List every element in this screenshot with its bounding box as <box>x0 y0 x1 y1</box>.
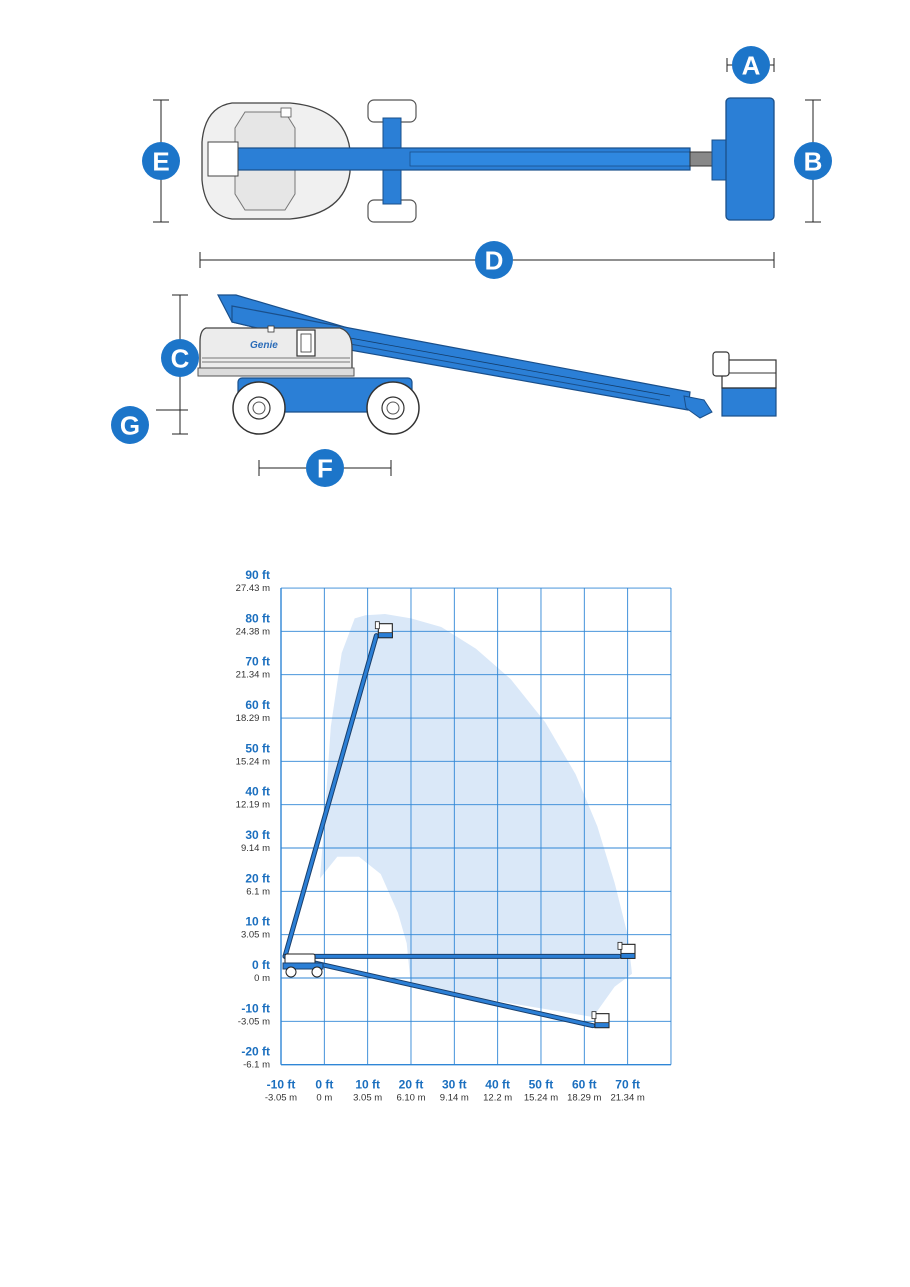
svg-text:G: G <box>119 410 141 441</box>
x-tick-label-ft: 0 ft <box>315 1077 334 1092</box>
working-range-chart <box>236 568 671 1104</box>
x-tick-label-m: 12.2 m <box>483 1092 513 1104</box>
x-tick-label-ft: 50 ft <box>528 1077 554 1092</box>
side-platform-basket <box>722 388 776 416</box>
svg-text:D: D <box>484 245 504 276</box>
x-tick-label-m: 0 m <box>316 1092 333 1104</box>
top-platform <box>726 98 774 220</box>
y-tick-label-ft: -10 ft <box>241 1001 270 1016</box>
side-jib <box>684 396 712 418</box>
x-tick-label-m: 21.34 m <box>610 1092 645 1104</box>
y-tick-label-ft: 20 ft <box>245 871 270 886</box>
y-tick-label-m: 0 m <box>254 973 270 984</box>
y-tick-label-m: 15.24 m <box>235 756 270 768</box>
side-wheel <box>233 382 285 434</box>
dimension-badge-d <box>475 241 513 279</box>
dimension-badge-e <box>142 142 180 180</box>
top-hatch <box>281 108 291 117</box>
svg-text:F: F <box>317 453 333 484</box>
y-tick-label-m: -6.1 m <box>243 1059 270 1071</box>
svg-text:A: A <box>741 50 761 81</box>
x-tick-label-ft: 20 ft <box>398 1077 424 1092</box>
x-tick-label-m: 15.24 m <box>523 1092 559 1104</box>
platform-horizontal <box>618 942 635 958</box>
y-tick-label-m: 3.05 m <box>240 929 270 941</box>
y-tick-label-ft: 90 ft <box>245 568 270 583</box>
platform-controls <box>375 622 379 629</box>
platform-floor <box>621 953 635 958</box>
x-tick-label-ft: 70 ft <box>615 1077 640 1092</box>
x-tick-label-m: 9.14 m <box>439 1092 469 1104</box>
side-wheel <box>367 382 419 434</box>
top-boom-tail <box>208 142 238 176</box>
platform-floor <box>378 633 392 638</box>
x-tick-label-m: 6.10 m <box>396 1092 426 1104</box>
x-tick-label-m: -3.05 m <box>264 1092 298 1104</box>
platform-max-height <box>375 622 392 638</box>
y-tick-label-ft: -20 ft <box>241 1044 270 1059</box>
y-tick-label-ft: 60 ft <box>245 698 270 713</box>
platform-controls <box>592 1012 596 1019</box>
y-tick-label-m: 9.14 m <box>240 843 270 855</box>
x-tick-label-m: 18.29 m <box>567 1092 602 1104</box>
dimension-badge-c <box>161 339 199 377</box>
svg-text:C: C <box>170 343 190 374</box>
y-tick-label-m: 21.34 m <box>235 669 270 681</box>
brand-logo-text: Genie <box>250 340 278 351</box>
x-tick-label-m: 3.05 m <box>353 1092 383 1104</box>
y-tick-label-ft: 80 ft <box>245 611 270 626</box>
top-boom-stage <box>410 152 690 166</box>
y-tick-label-m: 12.19 m <box>235 799 270 811</box>
platform-controls <box>618 942 622 949</box>
x-tick-label-ft: 30 ft <box>441 1077 467 1092</box>
side-control-box <box>713 352 729 376</box>
y-tick-label-ft: 40 ft <box>245 784 270 799</box>
y-tick-label-m: -3.05 m <box>237 1016 270 1028</box>
side-platform-rail <box>722 360 776 388</box>
machine-wheel <box>312 967 322 977</box>
svg-text:E: E <box>152 146 170 177</box>
y-tick-label-m: 18.29 m <box>235 713 270 725</box>
top-view <box>202 98 774 222</box>
top-jib <box>690 152 712 166</box>
y-tick-label-m: 27.43 m <box>235 583 270 595</box>
y-tick-label-ft: 30 ft <box>245 828 270 843</box>
platform-floor <box>595 1023 609 1028</box>
x-tick-label-ft: 60 ft <box>571 1077 597 1092</box>
side-counterweight-base <box>198 368 354 376</box>
dimension-badge-b <box>794 142 832 180</box>
dimension-badge-a <box>732 46 770 84</box>
y-tick-label-ft: 10 ft <box>245 914 270 929</box>
y-tick-label-ft: 70 ft <box>245 654 270 669</box>
dimension-badge-g <box>111 406 149 444</box>
svg-text:B: B <box>803 146 823 177</box>
y-tick-label-m: 6.1 m <box>246 886 270 898</box>
x-tick-label-ft: 10 ft <box>355 1077 381 1092</box>
y-tick-label-m: 24.38 m <box>235 626 270 638</box>
x-tick-label-ft: 40 ft <box>485 1077 510 1092</box>
dimension-badge-f <box>306 449 344 487</box>
side-view <box>198 295 776 434</box>
y-tick-label-ft: 0 ft <box>252 958 270 972</box>
y-tick-label-ft: 50 ft <box>245 741 270 756</box>
machine-wheel <box>286 967 296 977</box>
x-tick-label-ft: -10 ft <box>266 1077 296 1092</box>
platform-below-grade <box>592 1012 609 1028</box>
side-sensor <box>268 326 274 332</box>
